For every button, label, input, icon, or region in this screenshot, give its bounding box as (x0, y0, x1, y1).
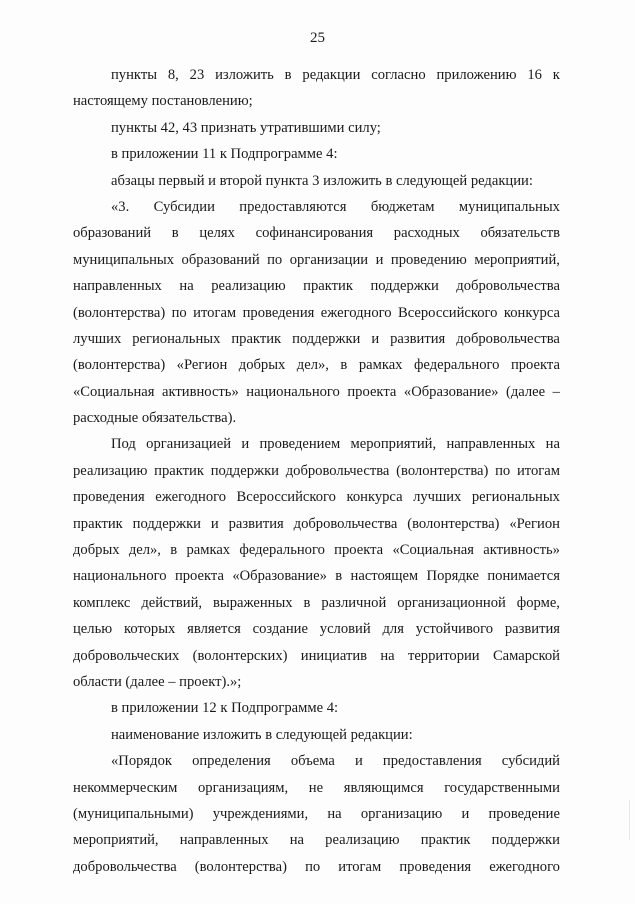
text-word: государственными (444, 779, 560, 796)
text-line (73, 300, 560, 326)
text-word: организационной (397, 594, 506, 611)
text-word: практик (73, 515, 123, 532)
text-word: практик (154, 462, 204, 479)
text-word: дел», (128, 542, 161, 559)
text-word: по (267, 251, 283, 268)
text-line (73, 722, 560, 748)
text-word: организацию (360, 805, 443, 822)
text-word: добровольческих (73, 647, 180, 664)
text-word: направленных (73, 278, 162, 295)
text-line (73, 194, 560, 220)
text-word: устойчивого (415, 621, 493, 638)
text-word: практик (231, 330, 282, 347)
text-word: области (далее – проект).»; (73, 673, 242, 690)
text-word: организации (289, 251, 369, 268)
text-word: (волонтерства) (407, 515, 500, 532)
text-word: согласно (371, 67, 426, 83)
text-word: в (284, 67, 292, 83)
text-word: итогам (193, 304, 237, 321)
text-line (73, 247, 560, 273)
text-word: федерального (413, 357, 500, 374)
text-word: на (179, 278, 194, 295)
text-word: лучших (73, 330, 122, 347)
text-word: рамках (358, 357, 403, 374)
text-line (73, 326, 560, 352)
text-word: добровольчества (456, 278, 560, 295)
text-word: «Образование» (232, 568, 327, 585)
text-word: поддержки (491, 832, 560, 849)
text-word: территории (407, 647, 480, 664)
text-word: дел», (296, 357, 329, 374)
text-word: проведение (488, 805, 560, 822)
text-line (73, 458, 560, 484)
text-word: софинансирования (255, 225, 374, 242)
text-line (73, 273, 560, 299)
text-word: на (545, 436, 560, 453)
text-word: практик (420, 832, 471, 849)
text-word: итогам (516, 462, 560, 479)
text-line (73, 405, 560, 431)
text-word: приложению (436, 67, 517, 83)
text-word: определения (192, 753, 271, 770)
text-word: мероприятий, (350, 436, 437, 453)
text-line (73, 827, 560, 853)
text-word: на (380, 647, 395, 664)
text-word: являющимся (343, 779, 424, 796)
text-word: целью (73, 621, 113, 638)
text-word: (волонтерских) (192, 647, 288, 664)
text-word: проекта (510, 357, 560, 374)
text-line (73, 775, 560, 801)
text-line (73, 220, 560, 246)
text-word: – (552, 383, 560, 400)
text-line (73, 168, 560, 194)
text-word: (муниципальными) (73, 805, 194, 822)
text-word: реализацию (211, 278, 286, 295)
document-body (73, 62, 560, 880)
scan-artifact (629, 800, 630, 840)
text-word: добрых (238, 357, 286, 374)
text-line (73, 537, 560, 563)
text-word: Субсидии (153, 198, 215, 215)
text-line (73, 695, 560, 721)
text-line (73, 511, 560, 537)
text-line (73, 643, 560, 669)
text-word: конкурса (346, 489, 403, 506)
text-word: мероприятий, (474, 251, 560, 268)
text-word: понимается (487, 568, 560, 585)
text-word: на (327, 805, 342, 822)
text-word: настоящем (350, 568, 419, 585)
text-word: проведению (390, 251, 467, 268)
text-word: в (170, 542, 178, 559)
text-word: муниципальных (73, 251, 175, 268)
text-word: образований (181, 251, 260, 268)
text-word: Самарской (492, 647, 560, 664)
text-word: активность» (483, 542, 560, 559)
text-word: ежегодного (320, 304, 392, 321)
text-word: (далее (506, 383, 546, 400)
text-word: Под (111, 436, 136, 453)
text-word: проведения (242, 304, 315, 321)
text-word: практик (303, 278, 353, 295)
text-word: расходных (393, 225, 460, 242)
text-word: региональных (471, 489, 560, 506)
text-word: поддержки (292, 330, 361, 347)
text-word: (волонтерства) (73, 357, 166, 374)
text-word: и (210, 515, 219, 532)
text-word: (волонтерства) (73, 304, 166, 321)
text-word: редакции (302, 67, 361, 83)
text-word: ежегодного (155, 489, 227, 506)
text-word: является (187, 621, 241, 638)
text-word: (волонтерства) (194, 858, 287, 875)
text-word: и (241, 436, 250, 453)
text-word: итогам (338, 858, 382, 875)
text-line (73, 801, 560, 827)
text-word: проведением (259, 436, 341, 453)
text-word: целях (199, 225, 235, 242)
text-word: развития (504, 621, 560, 638)
text-word: конкурса (503, 304, 560, 321)
text-word: комплекс (73, 594, 131, 611)
text-word: организацией (146, 436, 231, 453)
text-word: изложить (215, 67, 274, 83)
text-word: «Образование» (403, 383, 499, 400)
text-line (73, 669, 560, 695)
page-number: 25 (310, 30, 325, 46)
text-word: развития (228, 515, 284, 532)
text-word: к (552, 67, 560, 83)
text-word: добровольчества (293, 515, 398, 532)
text-word: обязательств (480, 225, 560, 242)
text-word: выраженных (213, 594, 293, 611)
text-word: наименование изложить в следующей редакции: (111, 726, 413, 743)
text-word: направленных (446, 436, 536, 453)
text-word: федерального (239, 542, 325, 559)
text-word: (волонтерства) (396, 462, 489, 479)
text-word: на (289, 832, 305, 849)
text-word: образований (73, 225, 152, 242)
text-line (73, 616, 560, 642)
text-word: и (371, 330, 380, 347)
text-word: лучших (413, 489, 462, 506)
text-word: действий, (141, 594, 203, 611)
text-word: субсидий (501, 753, 560, 770)
text-word: 23 (189, 67, 205, 83)
text-word: активность» (162, 383, 239, 400)
text-word: настоящему постановлению; (73, 93, 253, 110)
text-word: «Социальная (392, 542, 474, 559)
text-word: некоммерческим (73, 779, 178, 796)
text-line (73, 88, 560, 114)
text-word: пункты 42, 43 признать утратившими силу; (111, 119, 381, 136)
text-word: в (340, 357, 348, 374)
text-word: проекта (334, 542, 384, 559)
text-word: поддержки (132, 515, 201, 532)
text-word: проекта (347, 383, 397, 400)
text-word: по (171, 304, 187, 321)
text-word: проекта (174, 568, 224, 585)
text-word: поддержки (370, 278, 439, 295)
text-word: реализацию (325, 832, 400, 849)
text-word: пункты (111, 67, 157, 83)
text-word: добрых (73, 542, 120, 559)
text-line (73, 563, 560, 589)
text-word: в приложении 11 к Подпрограмме 4: (111, 146, 338, 163)
text-word: различной (321, 594, 387, 611)
text-word: объема (290, 753, 335, 770)
text-word: направленных (179, 832, 269, 849)
text-word: по (305, 858, 321, 875)
text-word: и (375, 251, 384, 268)
text-word: инициатив (300, 647, 368, 664)
text-line (73, 854, 560, 880)
text-word: расходные обязательства). (73, 410, 237, 427)
text-word: региональных (132, 330, 221, 347)
text-word: проведения (399, 858, 472, 875)
text-word: «Порядок (111, 753, 172, 770)
text-word: национального (246, 383, 340, 400)
text-word: Всероссийского (236, 489, 336, 506)
text-word: в приложении 12 к Подпрограмме 4: (111, 700, 339, 717)
text-line (73, 352, 560, 378)
text-word: по (495, 462, 511, 479)
text-line (73, 141, 560, 167)
text-word: и (461, 805, 470, 822)
text-word: «Регион (176, 357, 228, 374)
text-word: учреждениями, (212, 805, 309, 822)
text-word: в (171, 225, 179, 242)
text-line (73, 62, 560, 88)
text-word: поддержки (210, 462, 279, 479)
text-line (73, 748, 560, 774)
text-word: проведения (73, 489, 145, 506)
text-word: 8, (167, 67, 179, 83)
text-word: добровольчества (73, 858, 177, 875)
text-word: «Социальная (73, 383, 155, 400)
text-word: национального (73, 568, 167, 585)
text-word: Порядке (426, 568, 480, 585)
text-line (73, 590, 560, 616)
text-word: предоставляются (239, 198, 347, 215)
text-word: условий (319, 621, 371, 638)
text-word: в (335, 568, 343, 585)
text-line (73, 484, 560, 510)
text-line (73, 115, 560, 141)
text-line (73, 379, 560, 405)
text-word: организациям, (198, 779, 289, 796)
text-word: Всероссийского (398, 304, 498, 321)
text-word: и (354, 753, 363, 770)
text-word: «Регион (509, 515, 560, 532)
text-word: форме, (516, 594, 560, 611)
text-word: добровольчества (285, 462, 390, 479)
text-word: для (382, 621, 404, 638)
text-word: 16 (527, 67, 542, 83)
text-word: «3. (111, 198, 130, 215)
text-word: ежегодного (489, 858, 560, 875)
text-word: развития (390, 330, 446, 347)
text-word: не (308, 779, 324, 796)
text-word: мероприятий, (73, 832, 159, 849)
text-word: в (303, 594, 311, 611)
text-line (73, 431, 560, 457)
text-word: реализацию (73, 462, 148, 479)
text-word: которых (123, 621, 176, 638)
text-word: бюджетам (370, 198, 435, 215)
text-word: предоставления (382, 753, 482, 770)
text-word: абзацы первый и второй пункта 3 изложить в следующей редакции: (111, 172, 533, 189)
text-word: создание (252, 621, 308, 638)
text-word: муниципальных (458, 198, 560, 215)
text-word: добровольчества (456, 330, 560, 347)
text-word: рамках (186, 542, 231, 559)
